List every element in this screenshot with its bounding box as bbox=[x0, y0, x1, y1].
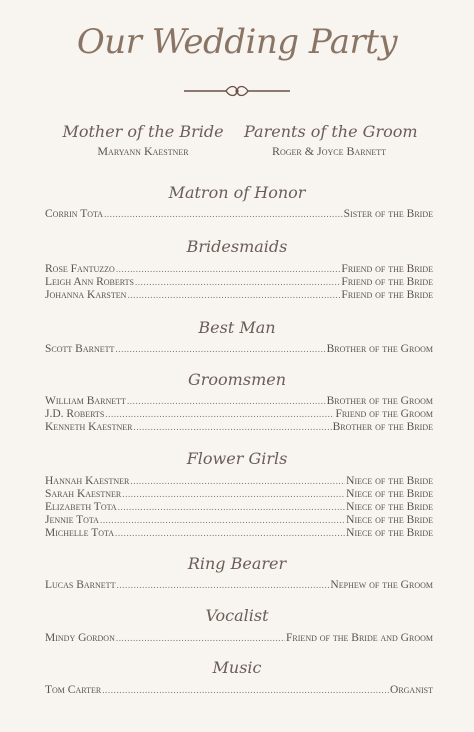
member-name: Hannah Kaestner bbox=[45, 475, 130, 487]
section-title-best-man: Best Man bbox=[198, 318, 276, 337]
leader-dots bbox=[127, 289, 340, 302]
member-name: Tom Carter bbox=[45, 684, 102, 696]
leader-dots bbox=[104, 208, 343, 221]
list-item bbox=[45, 488, 433, 501]
list-item bbox=[45, 684, 433, 697]
leader-dots bbox=[115, 527, 345, 540]
member-name: Johanna Karsten bbox=[45, 289, 127, 301]
leader-dots bbox=[115, 343, 325, 356]
section-title-flower-girls: Flower Girls bbox=[186, 449, 288, 468]
leader-dots bbox=[102, 684, 389, 697]
member-name: Michelle Tota bbox=[45, 527, 115, 539]
member-role: Friend of the Bride bbox=[341, 276, 433, 288]
section-title-music: Music bbox=[212, 658, 262, 677]
parent-block-groom bbox=[244, 122, 418, 159]
flourish-ornament-icon bbox=[182, 84, 292, 98]
member-name: Elizabeth Tota bbox=[45, 501, 117, 513]
section-title-matron-of-honor: Matron of Honor bbox=[168, 183, 306, 202]
member-name: Corrin Tota bbox=[45, 208, 104, 220]
leader-dots bbox=[130, 475, 345, 488]
member-name: J.D. Roberts bbox=[45, 408, 105, 420]
list-item bbox=[45, 408, 433, 421]
list-item bbox=[45, 527, 433, 540]
parent-names: Roger & Joyce Barnett bbox=[271, 144, 387, 158]
leader-dots bbox=[118, 501, 346, 514]
member-role: Niece of the Bride bbox=[346, 475, 433, 487]
list-item bbox=[45, 208, 433, 221]
list-item bbox=[45, 276, 433, 289]
section-title-groomsmen: Groomsmen bbox=[187, 370, 287, 389]
leader-dots bbox=[116, 263, 341, 276]
member-name: William Barnett bbox=[45, 395, 126, 407]
member-name: Leigh Ann Roberts bbox=[45, 276, 134, 288]
page-title: Our Wedding Party bbox=[76, 22, 398, 62]
section-title-bridesmaids: Bridesmaids bbox=[186, 237, 288, 256]
list-item bbox=[45, 514, 433, 527]
member-role: Niece of the Bride bbox=[346, 514, 433, 526]
parent-block-bride bbox=[58, 122, 228, 159]
section-title-ring-bearer: Ring Bearer bbox=[187, 554, 287, 573]
parent-names: Maryann Kaestner bbox=[97, 144, 189, 158]
list-item bbox=[45, 501, 433, 514]
leader-dots bbox=[133, 421, 331, 434]
list-item bbox=[45, 475, 433, 488]
member-role: Friend of the Bride and Groom bbox=[286, 632, 433, 644]
member-role: Friend of the Bride bbox=[341, 263, 433, 275]
member-name: Kenneth Kaestner bbox=[45, 421, 133, 433]
member-role: Organist bbox=[390, 684, 433, 696]
member-role: Brother of the Bride bbox=[332, 421, 433, 433]
parent-role: Mother of the Bride bbox=[62, 122, 224, 141]
member-role: Niece of the Bride bbox=[346, 501, 433, 513]
list-item bbox=[45, 263, 433, 276]
member-role: Sister of the Bride bbox=[343, 208, 433, 220]
member-role: Friend of the Groom bbox=[335, 408, 433, 420]
member-name: Lucas Barnett bbox=[45, 579, 116, 591]
leader-dots bbox=[116, 579, 329, 592]
member-role: Brother of the Groom bbox=[326, 343, 433, 355]
member-role: Brother of the Groom bbox=[326, 395, 433, 407]
member-role: Niece of the Bride bbox=[346, 527, 433, 539]
member-role: Nephew of the Groom bbox=[330, 579, 433, 591]
list-item bbox=[45, 421, 433, 434]
list-item bbox=[45, 395, 433, 408]
leader-dots bbox=[122, 488, 345, 501]
list-item bbox=[45, 579, 433, 592]
list-item bbox=[45, 632, 433, 645]
leader-dots bbox=[100, 514, 345, 527]
member-name: Sarah Kaestner bbox=[45, 488, 122, 500]
parent-role: Parents of the Groom bbox=[244, 122, 418, 141]
member-role: Friend of the Bride bbox=[341, 289, 433, 301]
leader-dots bbox=[116, 632, 285, 645]
leader-dots bbox=[105, 408, 334, 421]
member-name: Scott Barnett bbox=[45, 343, 115, 355]
leader-dots bbox=[135, 276, 340, 289]
member-name: Jennie Tota bbox=[45, 514, 99, 526]
list-item bbox=[45, 343, 433, 356]
leader-dots bbox=[127, 395, 326, 408]
list-item bbox=[45, 289, 433, 302]
section-title-vocalist: Vocalist bbox=[205, 606, 269, 625]
member-name: Mindy Gordon bbox=[45, 632, 115, 644]
member-name: Rose Fantuzzo bbox=[45, 263, 115, 275]
member-role: Niece of the Bride bbox=[346, 488, 433, 500]
